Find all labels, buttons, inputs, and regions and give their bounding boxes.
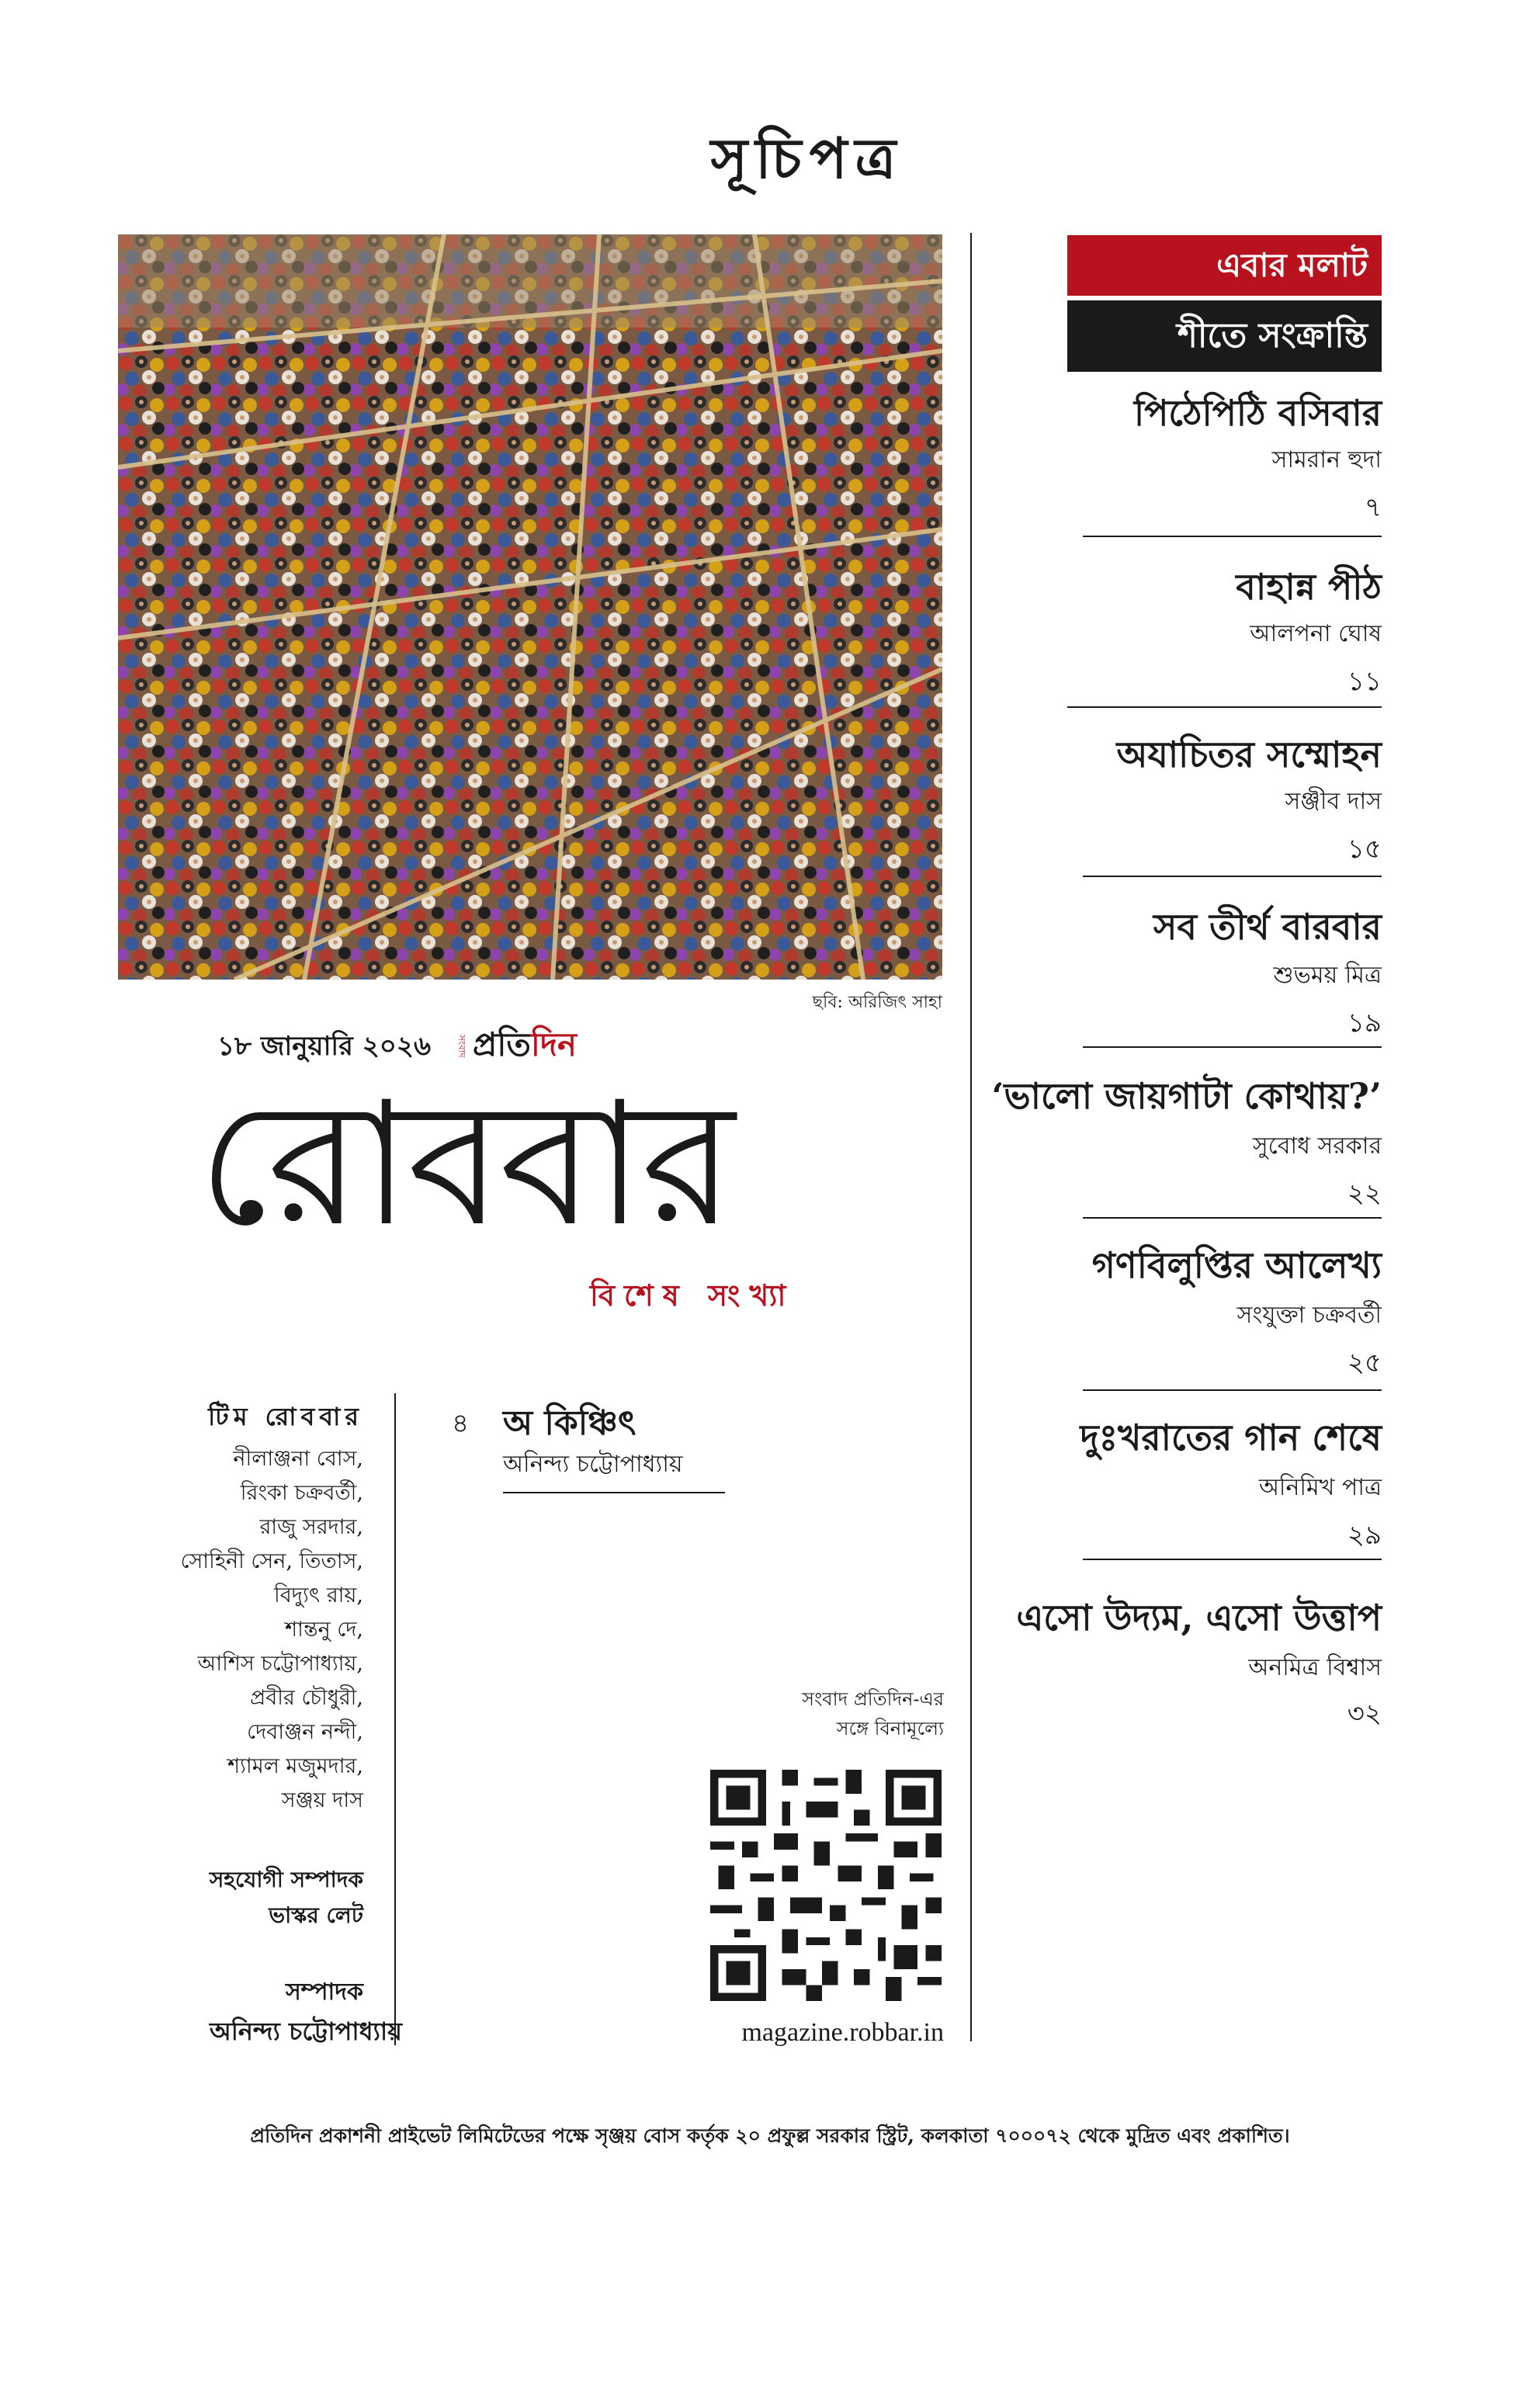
team-member: রিংকা চক্রবর্তী, [240,1481,363,1505]
toc-article-title[interactable]: এসো উদ্যম, এসো উত্তাপ [1016,1597,1382,1639]
intro-article-rule [503,1492,725,1493]
brand-logo [454,1026,577,1066]
special-issue-label: বিশেষ সংখ্যা [590,1278,796,1313]
toc-separator [1083,1559,1382,1560]
brand-logo-part1: প্রতি [473,1025,531,1063]
qr-note-line: সঙ্গে বিনামূল্যে [836,1718,944,1739]
toc-article-page: ১৫ [1347,834,1382,865]
team-member: নীলাঞ্জনা বোস, [233,1447,363,1471]
toc-article-author: সামরান হুদা [1271,446,1382,473]
masthead-title: রোববার [198,1065,732,1264]
toc-article-title[interactable]: ‘ভালো জায়গাটা কোথায়?’ [991,1075,1382,1117]
team-heading: টিম রোববার [208,1402,363,1431]
toc-article-page: ১১ [1347,666,1382,697]
associate-editor-name: ভাস্কর লেট [269,1902,363,1928]
team-member-list [124,1442,363,1818]
team-member: সঞ্জয় দাস [281,1788,363,1812]
brand-logo-tag: সংবাদ [456,1035,467,1058]
toc-article-author: আলপনা ঘোষ [1250,620,1382,647]
toc-separator [1083,536,1382,537]
page-title: সূচিপত্র [710,125,904,191]
toc-article-author: সংযুক্তা চক্রবর্তী [1237,1302,1382,1329]
toc-article-title[interactable]: সব তীর্থ বারবার [1153,906,1382,948]
team-member: বিদ্যুৎ রায়, [274,1583,363,1607]
toc-article-page: ৩২ [1347,1698,1382,1729]
qr-note-line: সংবাদ প্রতিদিন-এর [802,1688,944,1710]
intro-article-title[interactable]: অ কিঞ্চিৎ [503,1403,636,1443]
intro-article-page: ৪ [452,1408,470,1439]
toc-article-author: সঞ্জীব দাস [1285,788,1382,815]
qr-note [699,1684,944,1743]
associate-editor-label: সহযোগী সম্পাদক [209,1867,363,1892]
brand-logo-part2: দিন [530,1025,578,1063]
intro-article-author: অনিন্দ্য চট্টোপাধ্যায় [503,1451,683,1478]
toc-separator [1083,1389,1382,1391]
toc-article-title[interactable]: অযাচিতর সম্মোহন [1116,734,1382,775]
team-member: রাজু সরদার, [259,1515,363,1539]
toc-article-page: ২২ [1347,1178,1382,1209]
toc-article-title[interactable]: দুঃখরাতের গান শেষে [1080,1417,1382,1458]
toc-article-page: ১৯ [1347,1007,1382,1039]
cover-story-label: এবার মলাট [1216,246,1368,284]
toc-article-title[interactable]: গণবিলুপ্তির আলেখ্য [1091,1244,1382,1286]
team-divider [394,1393,396,2045]
toc-separator [1067,706,1382,708]
toc-article-author: সুবোধ সরকার [1252,1132,1382,1160]
toc-article-page: ৭ [1364,492,1382,523]
issue-date: ১৮ জানুয়ারি ২০২৬ [217,1031,432,1062]
toc-article-title[interactable]: বাহান্ন পীঠ [1236,566,1382,608]
toc-separator [1083,876,1382,877]
toc-separator [1083,1217,1382,1219]
cover-theme: শীতে সংক্রান্তি [1177,316,1368,355]
toc-article-author: শুভময় মিত্র [1273,962,1382,989]
team-member: সোহিনী সেন, তিতাস, [180,1549,363,1573]
toc-article-title[interactable]: পিঠেপিঠি বসিবার [1134,392,1382,434]
toc-article-page: ২৫ [1347,1347,1382,1379]
photo-credit: ছবি: অরিজিৎ সাহা [812,993,942,1012]
toc-separator [1083,1046,1382,1048]
team-member: শ্যামল মজুমদার, [227,1754,363,1778]
team-member: প্রবীর চৌধুরী, [250,1686,363,1710]
team-member: দেবাঞ্জন নন্দী, [247,1720,363,1744]
qr-code-icon[interactable] [710,1770,942,2001]
editor-label: সম্পাদক [285,1979,363,2006]
cover-story-label-box [1067,235,1382,296]
toc-article-author: অনমিত্র বিশ্বাস [1248,1654,1382,1681]
toc-article-author: অনিমিখ পাত্র [1258,1474,1382,1501]
magazine-url-link[interactable]: magazine.robbar.in [741,2018,944,2047]
footer-imprint: প্রতিদিন প্রকাশনী প্রাইভেট লিমিটেডের পক্ষে সৃঞ্জয় বোস কর্তৃক ২০ প্রফুল্ল সরকার স্ট্রিট, কলকাতা ৭০০০৭২ থেকে মুদ্রিত এবং প্রকাশিত। [250,2124,1290,2147]
team-member: আশিস চট্টোপাধ্যায়, [197,1652,363,1676]
cover-theme-box [1067,300,1382,372]
toc-article-page: ২৯ [1347,1520,1382,1551]
editor-name: অনিন্দ্য চট্টোপাধ্যায় [210,2017,402,2046]
cover-photo [118,234,942,980]
team-member: শান্তনু দে, [285,1618,363,1642]
